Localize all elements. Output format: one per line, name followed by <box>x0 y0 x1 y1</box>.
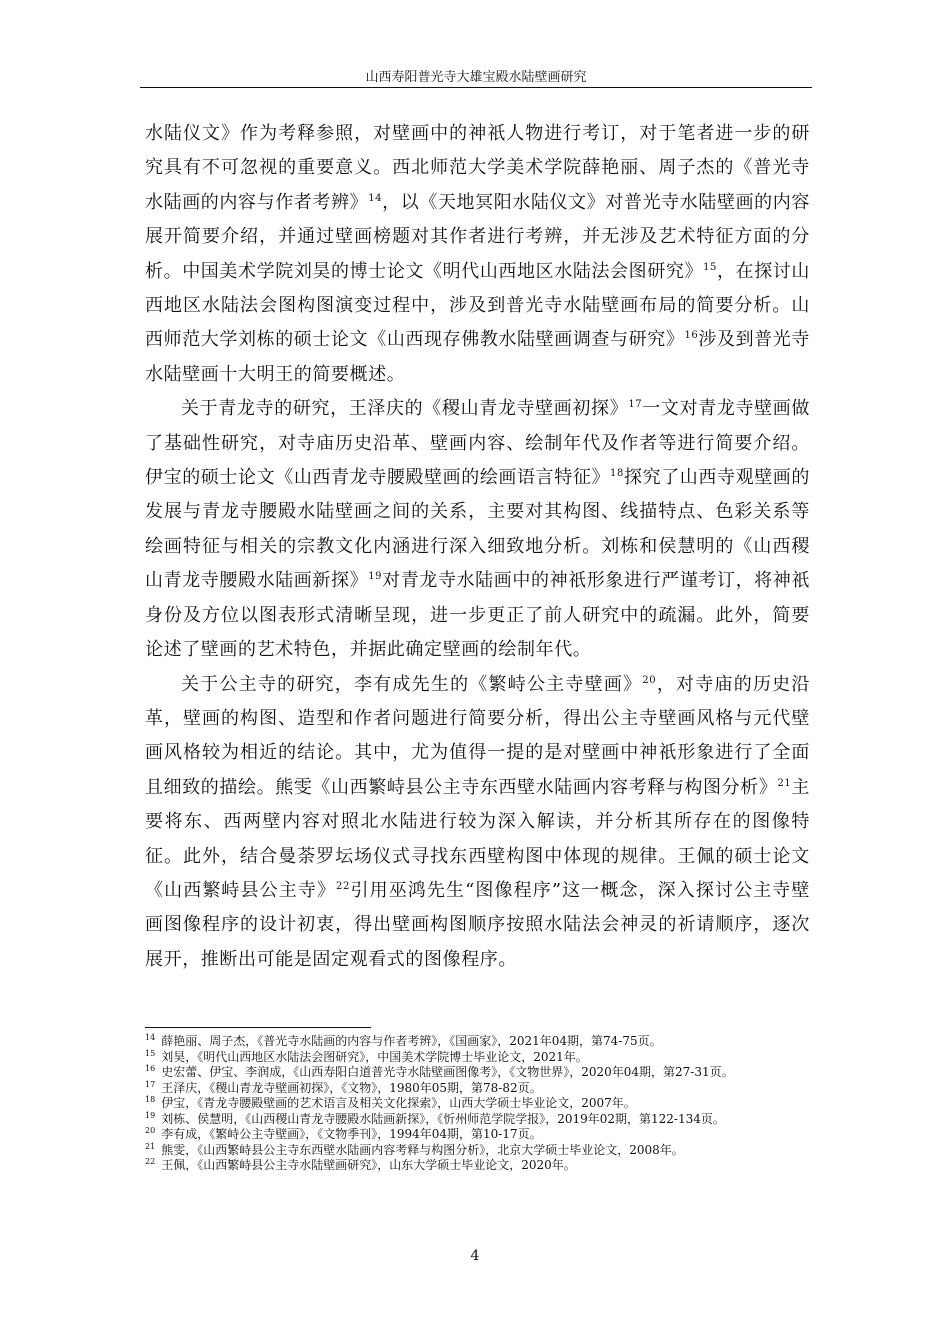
header-rule <box>140 87 812 88</box>
paragraph <box>145 392 810 667</box>
footnote-number: 18 <box>145 1095 156 1104</box>
footnote-number: 19 <box>145 1110 156 1120</box>
footnote-number: 22 <box>145 1157 156 1166</box>
paragraph <box>145 117 810 392</box>
footnote-text: 王佩，《山西繁峙县公主寺水陆壁画研究》，山东大学硕士毕业论文，2020年。 <box>161 1158 576 1172</box>
footnote-ref: 18 <box>610 468 624 480</box>
footnote-ref: 16 <box>684 330 699 342</box>
footnote-separator <box>145 1027 371 1028</box>
running-header: 山西寿阳普光寺大雄宝殿水陆壁画研究 <box>365 70 587 85</box>
footnote-number: 20 <box>145 1126 156 1135</box>
paragraph-text: 涉及到普光寺水陆壁画十大明王的简要概述。 <box>145 329 810 385</box>
footnote-text: 伊宝，《青龙寺腰殿壁画的艺术语言及相关文化探索》，山西大学硕士毕业论文，2007年。 <box>161 1096 636 1110</box>
footnote <box>145 1050 813 1066</box>
footnote-ref: 19 <box>368 571 383 583</box>
footnote-ref: 22 <box>336 880 350 892</box>
footnotes <box>145 1034 813 1174</box>
footnote <box>145 1065 813 1081</box>
paragraph-text: 主要将东、西两壁内容对照北水陆进行较为深入解读，并分析其所存在的图像特征。此外，结合曼荼罗坛场仪式寻找东西壁构图中体现的规律。王佩的硕士论文《山西繁峙县公主寺》 <box>145 776 810 901</box>
footnote <box>145 1127 813 1143</box>
paragraph-text: 引用巫鸿先生“图像程序”这一概念，深入探讨公主寺壁画图像程序的设计初衷，得出壁画构图顺序按照水陆法会神灵的祈请顺序，逐次展开，推断出可能是固定观看式的图像程序。 <box>145 879 810 970</box>
footnote-ref: 17 <box>628 399 643 411</box>
footnote-number: 14 <box>145 1033 156 1042</box>
footnote <box>145 1143 813 1159</box>
footnote-text: 史宏蕾、伊宝、李润成，《山西寿阳白道普光寺水陆壁画图像考》，《文物世界》，2020年04期，第27-31页。 <box>161 1065 734 1079</box>
paragraph-text: 关于公主寺的研究，李有成先生的《繁峙公主寺壁画》 <box>181 673 643 695</box>
paragraph-text: 关于青龙寺的研究，王泽庆的《稷山青龙寺壁画初探》 <box>181 398 629 420</box>
footnote-number: 17 <box>145 1079 156 1089</box>
footnote-text: 刘昊，《明代山西地区水陆法会图研究》，中国美术学院博士毕业论文，2021年。 <box>161 1049 588 1064</box>
footnote-text: 刘栋、侯慧明，《山西稷山青龙寺腰殿水陆画新探》，《忻州师范学院学报》，2019年02期，第122-134页。 <box>161 1111 725 1126</box>
footnote-ref: 20 <box>642 674 657 686</box>
page-number: 4 <box>470 1248 480 1264</box>
footnote-ref: 21 <box>777 777 792 789</box>
body-text <box>145 117 810 977</box>
footnote <box>145 1096 813 1112</box>
footnote-text: 熊雯，《山西繁峙县公主寺东西壁水陆画内容考释与构图分析》，北京大学硕士毕业论文，2008年。 <box>161 1142 684 1157</box>
footnote <box>145 1034 813 1050</box>
paragraph-text: 水陆仪文》作为考释参照，对壁画中的神祇人物进行考订，对于笔者进一步的研究具有不可忽视的重要意义。西北师范大学美术学院薛艳丽、周子杰的《普光寺水陆画的内容与作者考辨》 <box>145 123 810 213</box>
footnote-text: 李有成，《繁峙公主寺壁画》，《文物季刊》，1994年04期，第10-17页。 <box>161 1127 542 1141</box>
footnote <box>145 1112 813 1128</box>
paragraph-text: ，在探讨山西地区水陆法会图构图演变过程中，涉及到普光寺水陆壁画布局的简要分析。山西师范大学刘栋的硕士论文《山西现存佛教水陆壁画调查与研究》 <box>145 260 811 351</box>
paragraph-text: ，对寺庙的历史沿革，壁画的构图、造型和作者问题进行简要分析，得出公主寺壁画风格与元代壁画风格较为相近的结论。其中，尤为值得一提的是对壁画中神祇形象进行了全面且细致的描绘。熊雯《山西繁峙县公主寺东西壁水陆画内容考释与构图分析》 <box>145 673 810 798</box>
footnote-number: 16 <box>145 1064 156 1073</box>
paragraph-text: 一文对青龙寺壁画做了基础性研究，对寺庙历史沿革、壁画内容、绘制年代及作者等进行简要介绍。伊宝的硕士论文《山西青龙寺腰殿壁画的绘画语言特征》 <box>145 398 810 489</box>
footnote-text: 薛艳丽、周子杰，《普光寺水陆画的内容与作者考辨》，《国画家》，2021年04期，第74-75页。 <box>161 1034 662 1048</box>
footnote-text: 王泽庆，《稷山青龙寺壁画初探》，《文物》，1980年05期，第78-82页。 <box>161 1080 542 1095</box>
footnote-ref: 15 <box>703 261 717 273</box>
footnote-number: 15 <box>145 1048 156 1058</box>
footnote-number: 21 <box>145 1141 156 1151</box>
paragraph-text: 对青龙寺水陆画中的神祇形象进行严谨考订，将神祇身份及方位以图表形式清晰呈现，进一步更正了前人研究中的疏漏。此外，简要论述了壁画的艺术特色，并据此确定壁画的绘制年代。 <box>145 570 810 661</box>
footnote <box>145 1158 813 1174</box>
footnote <box>145 1081 813 1097</box>
paragraph <box>145 668 810 978</box>
paragraph-text: ，以《天地冥阳水陆仪文》对普光寺水陆壁画的内容展开简要介绍，并通过壁画榜题对其作者进行考辨，并无涉及艺术特征方面的分析。中国美术学院刘昊的博士论文《明代山西地区水陆法会图研究》 <box>145 191 810 282</box>
paragraph-text: 探究了山西寺观壁画的发展与青龙寺腰殿水陆壁画之间的关系，主要对其构图、线描特点、色彩关系等绘画特征与相关的宗教文化内涵进行深入细致地分析。刘栋和侯慧明的《山西稷山青龙寺腰殿水陆画新探》 <box>145 467 811 592</box>
footnote-ref: 14 <box>368 192 383 204</box>
